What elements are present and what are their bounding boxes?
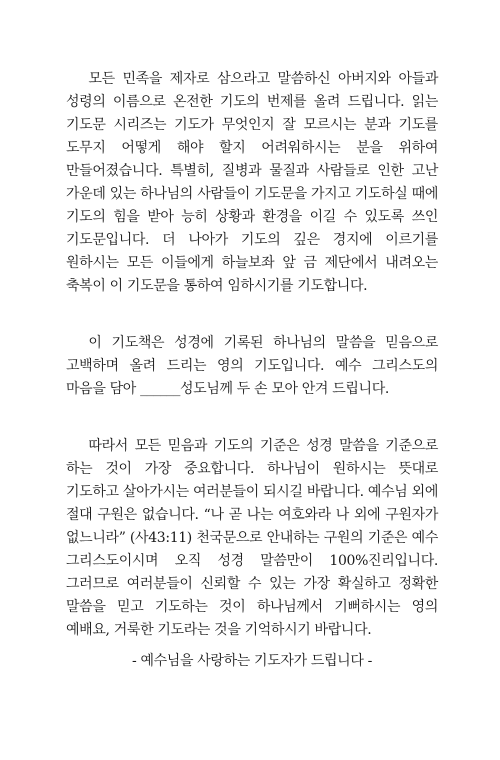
paragraph-dedication: 이 기도책은 성경에 기록된 하나님의 말씀을 믿음으로 고백하며 올려 드리는 영의 기도입니다. 예수 그리스도의 마음을 담아 ______성도님께 두 손 모아 안겨 드립니다. [66,335,438,397]
author-signature: - 예수님을 사랑하는 기도자가 드립니다 - [131,653,373,669]
preface-page [66,68,438,673]
paragraph-scripture-standard: 따라서 모든 믿음과 기도의 기준은 성경 말씀을 기준으로 하는 것이 가장 중요합니다. 하나님이 원하시는 뜻대로 기도하고 살아가시는 여러분들이 되시길 바랍니다. 예수님 외에 절대 구원은 없습니다. “나 곧 나는 여호와라 나 외에 구원자가 없느니라” (사43:11) 천국문으로 안내하는 구원의 기준은 예수 그리스도이시며 오직 성경 말씀만이 100%진리입니다. 그러므로 여러분들이 신뢰할 수 있는 가장 확실하고 정확한 말씀을 믿고 기도하는 것이 하나님께서 기뻐하시는 영의 예배요, 거룩한 기도라는 것을 기억하시기 바랍니다. [66,438,438,638]
paragraph-introduction: 모든 민족을 제자로 삼으라고 말씀하신 아버지와 아들과 성령의 이름으로 온전한 기도의 번제를 올려 드립니다. 읽는 기도문 시리즈는 기도가 무엇인지 잘 모르시는 분과 기도를 도무지 어떻게 해야 할지 어려워하시는 분을 위하여 만들어졌습니다. 특별히, 질병과 물질과 사람들로 인한 고난 가운데 있는 하나님의 사람들이 기도문을 가지고 기도하실 때에 기도의 힘을 받아 능히 상황과 환경을 이길 수 있도록 쓰인 기도문입니다. 더 나아가 기도의 깊은 경지에 이르기를 원하시는 모든 이들에게 하늘보좌 앞 금 제단에서 내려오는 축복이 이 기도문을 통하여 임하시기를 기도합니다. [66,71,438,294]
